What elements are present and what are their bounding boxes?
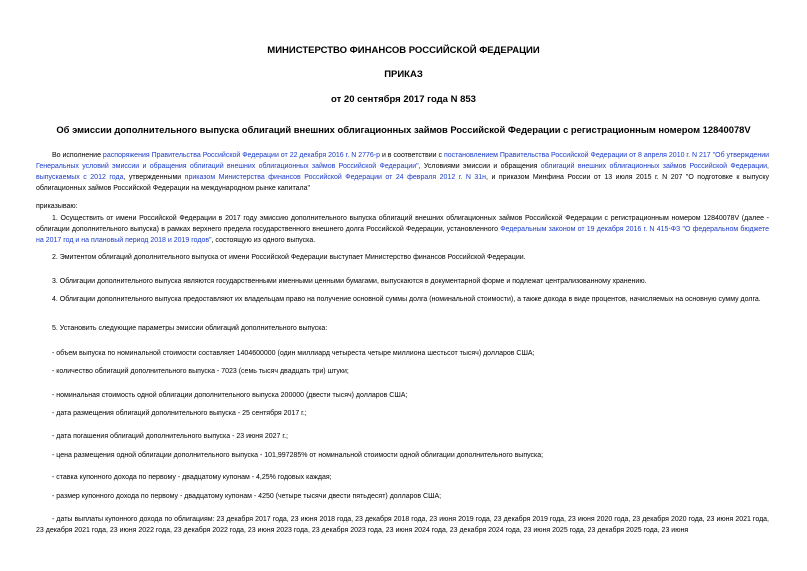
param-volume: - объем выпуска по номинальной стоимости составляет 1404600000 (один миллиард четыреста четыре миллиона шестьсот тысяч) долларов США; bbox=[52, 350, 535, 357]
param-quantity: - количество облигаций дополнительного выпуска - 7023 (семь тысяч двадцать три) штуки; bbox=[52, 368, 349, 375]
document-title: Об эмиссии дополнительного выпуска облигаций внешних облигационных займов Российской Федерации с регистрационным номером 12840078V bbox=[56, 124, 751, 135]
param-coupon-dates: - даты выплаты купонного дохода по облигациям: 23 декабря 2017 года, 23 июня 2018 года, 23 декабря 2018 года, 23 июня 2019 года, 23 декабря 2019 года, 23 июня 2020 года, 23 декабря 2020 года, 23 июня 2021 года, 23 декабря 2021 года, 23 июня 2022 года, 23 декабря 2022 года, 23 июня 2023 года, 23 декабря 2023 года, 23 июня 2024 года, 23 декабря 2024 года, 23 июня 2025 года, 23 декабря 2025 года, 23 июня bbox=[36, 516, 769, 534]
link-emission-conditions[interactable]: облигаций внешних облигационных займов Российской Федерации, выпускаемых с 2012 года bbox=[36, 163, 769, 181]
item-3-paragraph: 3. Облигации дополнительного выпуска являются государственными именными ценными бумагами, выпускаются в документарной форме и подлежат централизованному хранению. bbox=[52, 278, 647, 285]
item-5-paragraph: 5. Установить следующие параметры эмиссии облигаций дополнительного выпуска: bbox=[52, 325, 328, 332]
item-1-paragraph: 1. Осуществить от имени Российской Федерации в 2017 году эмиссию дополнительного выпуска облигаций внешних облигационных займов Российской Федерации с регистрационным номером 12840078V (далее - облигации дополнительного выпуска) в рамках верхнего предела государственного внешнего долга Российской Федерации, установленного Федеральным законом от 19 декабря 2016 г. N 415-ФЗ "О федеральном бюджете на 2017 год и на плановый период 2018 и 2019 годов", состоящую из одного выпуска. bbox=[36, 215, 769, 244]
order-word: приказываю: bbox=[36, 203, 78, 210]
link-minfin-order-31n[interactable]: приказом Министерства финансов Российской Федерации от 24 февраля 2012 г. N 31н bbox=[184, 174, 487, 181]
document-date-number: от 20 сентября 2017 года N 853 bbox=[331, 94, 476, 105]
link-government-order-2776[interactable]: распоряжения Правительства Российской Федерации от 22 декабря 2016 г. N 2776-р bbox=[102, 152, 380, 159]
param-placement-date: - дата размещения облигаций дополнительного выпуска - 25 сентября 2017 г.; bbox=[52, 410, 307, 417]
item-2-paragraph: 2. Эмитентом облигаций дополнительного выпуска от имени Российской Федерации выступает Министерство финансов Российской Федерации. bbox=[52, 254, 526, 261]
param-coupon-amount: - размер купонного дохода по первому - двадцатому купонам - 4250 (четыре тысячи двести пятьдесят) долларов США; bbox=[52, 493, 442, 500]
ministry-heading: МИНИСТЕРСТВО ФИНАНСОВ РОССИЙСКОЙ ФЕДЕРАЦИИ bbox=[267, 45, 540, 56]
document-type-heading: ПРИКАЗ bbox=[384, 69, 423, 80]
param-placement-price: - цена размещения одной облигации дополнительного выпуска - 101,997285% от номинальной стоимости одной облигации дополнительного выпуска; bbox=[52, 452, 544, 459]
param-maturity-date: - дата погашения облигаций дополнительного выпуска - 23 июня 2027 г.; bbox=[52, 433, 288, 440]
link-federal-law-415[interactable]: Федеральным законом от 19 декабря 2016 г. N 415-ФЗ "О федеральном бюджете на 2017 год и на плановый период 2018 и 2019 годов" bbox=[36, 226, 769, 244]
link-government-resolution-217[interactable]: постановлением Правительства Российской Федерации от 8 апреля 2010 г. N 217 "Об утверждении Генеральных условий эмиссии и обращения облигаций внешних облигационных займов Российской Федерации" bbox=[36, 152, 770, 170]
preamble-paragraph: Во исполнение распоряжения Правительства Российской Федерации от 22 декабря 2016 г. N 2776-р и в соответствии с постановлением Правительства Российской Федерации от 8 апреля 2010 г. N 217 "Об утверждении Генеральных условий эмиссии и обращения облигаций внешних облигационных займов Российской Федерации", Условиями эмиссии и обращения облигаций внешних облигационных займов Российской Федерации, выпускаемых с 2012 года, утвержденными приказом Министерства финансов Российской Федерации от 24 февраля 2012 г. N 31н, и приказом Минфина России от 13 июля 2015 г. N 207 "О подготовке к выпуску облигационных займов Российской Федерации на международном рынке капитала" bbox=[36, 152, 770, 192]
item-4-paragraph: 4. Облигации дополнительного выпуска предоставляют их владельцам право на получение основной суммы долга (номинальной стоимости), а также дохода в виде процентов, начисляемых на основную сумму долга. bbox=[52, 296, 761, 303]
param-coupon-rate: - ставка купонного дохода по первому - двадцатому купонам - 4,25% годовых каждая; bbox=[52, 474, 332, 481]
param-nominal: - номинальная стоимость одной облигации дополнительного выпуска 200000 (двести тысяч) долларов США; bbox=[52, 392, 408, 399]
